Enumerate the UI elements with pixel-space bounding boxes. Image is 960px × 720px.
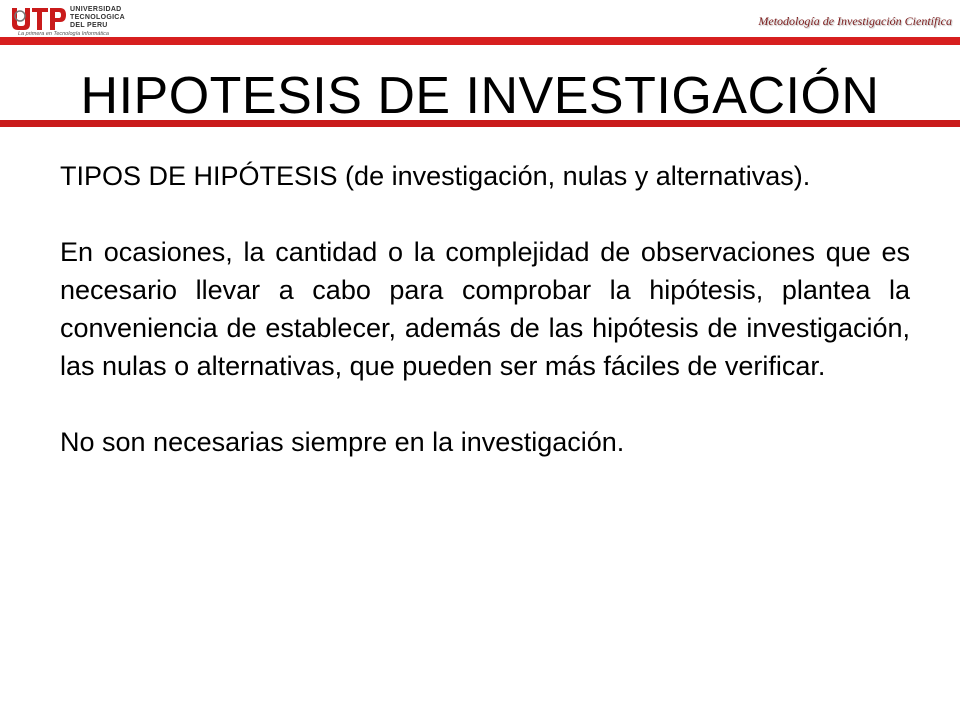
logo-tagline: La primera en Tecnología Informática: [18, 31, 109, 37]
paragraph-explanation: En ocasiones, la cantidad o la complejidad de observaciones que es necesario llevar a cabo para comprobar la hipótesis, plantea la conveniencia de establecer, además de las hipótesis de investigación, las nulas o alternativas, que pueden ser más fáciles de verificar.: [60, 237, 910, 381]
logo-text-line3: DEL PERU: [70, 22, 108, 29]
paragraph-note: No son necesarias siempre en la investigación.: [60, 427, 625, 457]
logo-text-line2: TECNOLOGICA: [70, 14, 126, 21]
slide-title: HIPOTESIS DE INVESTIGACIÓN: [80, 67, 880, 125]
header-divider-bar: [0, 37, 960, 45]
university-logo: [8, 4, 158, 38]
course-title: Metodología de Investigación Científica: [758, 14, 952, 28]
slide-body: [60, 157, 910, 461]
logo-text-line1: UNIVERSIDAD: [70, 6, 122, 13]
paragraph-types: TIPOS DE HIPÓTESIS (de investigación, nulas y alternativas).: [60, 161, 811, 191]
